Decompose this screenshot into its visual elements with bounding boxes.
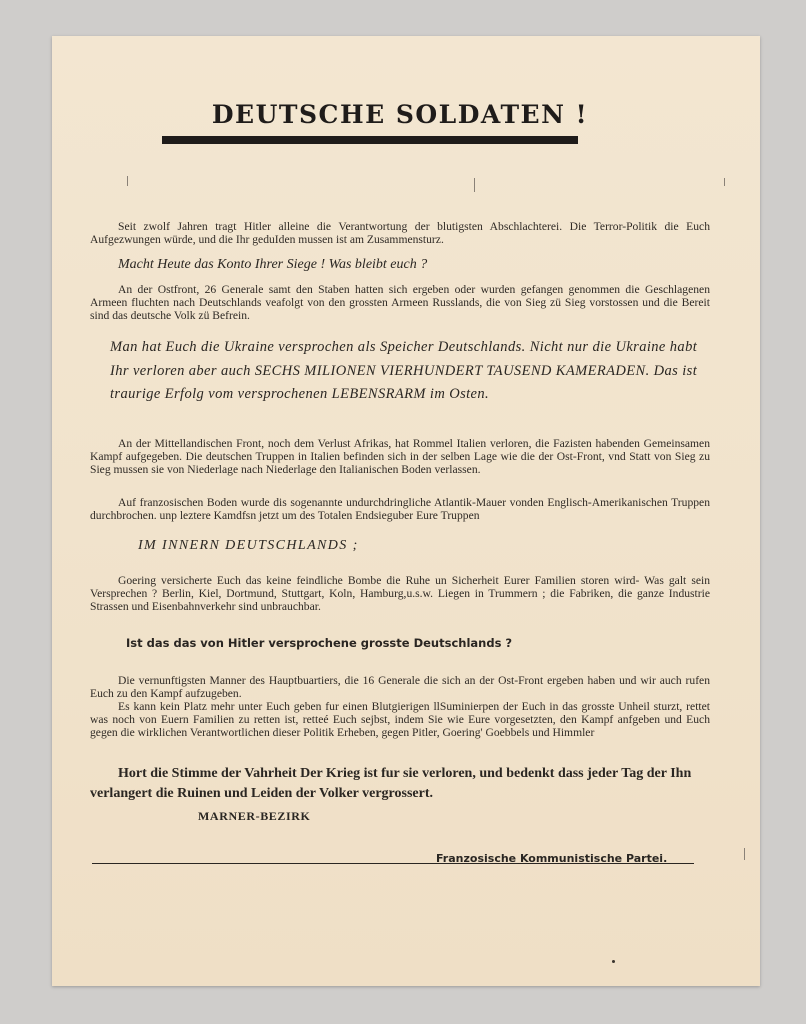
crease-mark [474, 178, 475, 192]
crease-mark [744, 848, 745, 860]
paragraph-goering: Goering versicherte Euch das keine feindliche Bombe die Ruhe un Sicherheit Eurer Familien storen wird- Was galt sein Versprechen ? Berlin, Kiel, Dortmund, Stuttgart, Koln, Hamburg,u.s.w. Liegen in Trummern ; die Fabriken, die ganze Industrie Strassen und Eisenbahnverkehr sind unbrauchbar. [90, 574, 710, 613]
signature-party: Franzosische Kommunistische Partei. [436, 852, 668, 865]
question-heading: Ist das das von Hitler versprochene grosste Deutschlands ? [126, 636, 513, 650]
paragraph-ukraine: Man hat Euch die Ukraine versprochen als Speicher Deutschlands. Nicht nur die Ukraine habt Ihr verloren aber auch SECHS MILIONEN VIERHUNDERT TAUSEND KAMERADEN. Das ist traurige Erfolg vom versprochenen LEBENSRARM im Osten. [110, 339, 698, 402]
headline-underline [162, 136, 578, 144]
leaflet-sheet [52, 36, 760, 986]
paragraph-manner: Die vernunftigsten Manner des Hauptbuartiers, die 16 Generale die sich an der Ost-Front ergeben haben und wir auch rufen Euch zu den Kampf aufzugeben. [90, 674, 710, 700]
crease-mark [724, 178, 725, 186]
paragraph-intro: Seit zwolf Jahren tragt Hitler alleine die Verantwortung der blutigsten Abschlachterei. Die Terror-Politik die Euch Aufgezwungen würde, und die Ihr geduIden mussen ist am Zusammensturz. [90, 220, 710, 246]
paragraph-atlantik: Auf franzosischen Boden wurde dis sogenannte undurchdringliche Atlantik-Mauer vonden Englisch-Amerikanischen Truppen durchbrochen. unp leztere Kamdfsn jetzt um des Totalen Endsieguber Eure Truppen [90, 496, 710, 522]
subheading-innern: IM INNERN DEUTSCHLANDS ; [138, 538, 359, 553]
signature-district: MARNER-BEZIRK [198, 809, 311, 823]
headline: DEUTSCHE SOLDATEN ! [211, 100, 589, 129]
ink-speck [612, 960, 615, 963]
paragraph-platz: Es kann kein Platz mehr unter Euch geben fur einen Blutgierigen llSuminierpen der Euch in das grosste Unheil sturzt, rettet was noch von Euern Familien zu retten ist, retteé Euch sejbst, indem Sie wie Eure vorgesetzten, den Kampf anfgeben und Euch gegen die wirklichen Verantwortlichen dieser Politik Erheben, gegen Pitler, Goering' Goebbels und Himmler [90, 700, 710, 739]
paragraph-mittelmeer: An der Mittellandischen Front, noch dem Verlust Afrikas, hat Rommel Italien verloren, die Fazisten habenden Gemeinsamen Kampf aufgegeben. Die deutschen Truppen in Italien befinden sich in der selben Lage wie die der Ost-Front, vnd Statt von Sieg zu Sieg mussen sie von Niederlage nach Niederlage den Italianischen Boden verlassen. [90, 437, 710, 476]
closing-paragraph: Hort die Stimme der Vahrheit Der Krieg ist fur sie verloren, und bedenkt dass jeder Tag der Ihn verlangert die Ruinen und Leiden der Volker vergrossert. [90, 766, 692, 801]
subheading-konto: Macht Heute das Konto Ihrer Siege ! Was bleibt euch ? [118, 257, 428, 272]
crease-mark [127, 176, 128, 186]
paragraph-ostfront: An der Ostfront, 26 Generale samt den Staben hatten sich ergeben oder wurden gefangen genommen die Geschlagenen Armeen fluchten nach Deutschlands veafolgt von den grossten Armeen Russlands, die von Sieg zü Sieg vorstossen und die Bereit sind das deutsche Volk zü Befrein. [90, 283, 710, 322]
